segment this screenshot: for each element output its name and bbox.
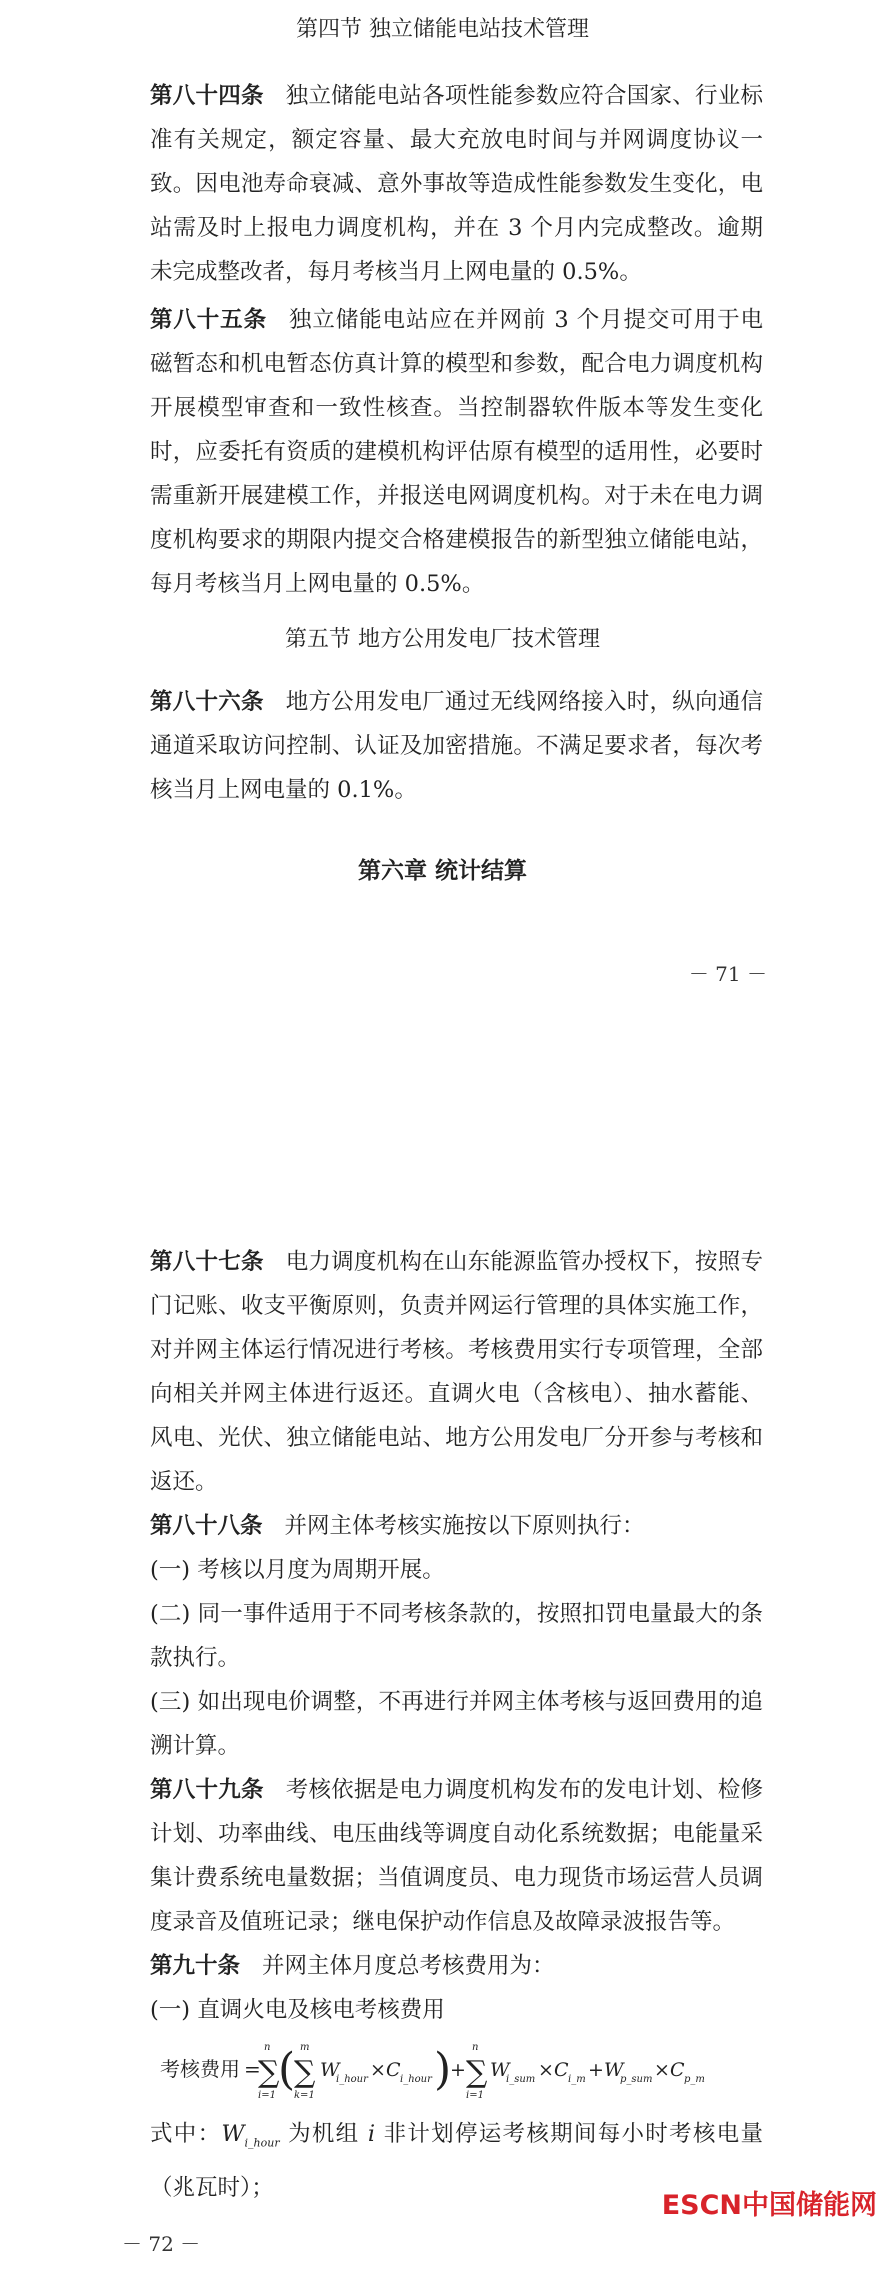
section-5-title: 第五节 地方公用发电厂技术管理 bbox=[285, 627, 600, 652]
article-84 bbox=[0, 74, 885, 294]
svg-text:C: C bbox=[386, 2059, 401, 2081]
svg-text:p_m: p_m bbox=[684, 2074, 705, 2085]
article-88-text: 并网主体考核实施按以下原则执行： bbox=[284, 1513, 645, 1539]
svg-text:∑: ∑ bbox=[466, 2055, 488, 2090]
page-number-72: － 72 － bbox=[122, 2232, 201, 2256]
article-85 bbox=[0, 298, 885, 606]
svg-text:W: W bbox=[490, 2059, 510, 2081]
svg-text:p_sum: p_sum bbox=[620, 2074, 653, 2085]
article-85-text: 独立储能电站应在并网前 3 个月提交可用于电磁暂态和机电暂态仿真计算的模型和参数，配合电力调度机构开展模型审查和一致性核查。当控制器软件版本等发生变化时，应委托有资质的建模机构评估原有模型的适用性，必要时需重新开展建模工作，并报送电网调度机构。对于未在电力调度机构要求的期限内提交合格建模报告的新型独立储能电站，每月考核当月上网电量的 0.5%。 bbox=[150, 307, 763, 597]
article-86 bbox=[0, 680, 885, 812]
formula-svg bbox=[160, 2032, 720, 2106]
watermark-cn: 中国储能网 bbox=[742, 2190, 877, 2221]
where-suffix: 为机组 bbox=[288, 2121, 360, 2147]
formula-label: 考核费用 bbox=[160, 2057, 240, 2081]
article-88 bbox=[0, 1504, 885, 1548]
article-86-lead: 第八十六条 bbox=[150, 689, 264, 715]
svg-text:m: m bbox=[300, 2042, 310, 2053]
article-90-lead: 第九十条 bbox=[150, 1953, 241, 1979]
svg-text:i=1: i=1 bbox=[466, 2090, 484, 2101]
article-90 bbox=[0, 1944, 885, 1988]
page-71 bbox=[0, 0, 885, 1030]
article-87 bbox=[0, 1240, 885, 1504]
article-85-lead: 第八十五条 bbox=[150, 307, 267, 333]
svg-text:×: × bbox=[654, 2059, 670, 2081]
svg-text:i_hour: i_hour bbox=[336, 2074, 368, 2085]
escn-watermark-logo bbox=[662, 2183, 877, 2222]
svg-text:n: n bbox=[472, 2042, 479, 2053]
svg-text:W: W bbox=[320, 2059, 340, 2081]
svg-text:): ) bbox=[434, 2044, 452, 2095]
svg-text:i=1: i=1 bbox=[258, 2090, 276, 2101]
where-prefix: 式中： bbox=[150, 2121, 222, 2147]
svg-text:k=1: k=1 bbox=[294, 2090, 315, 2101]
watermark-latin: ESCN bbox=[661, 2190, 742, 2221]
svg-text:W: W bbox=[604, 2059, 624, 2081]
svg-text:×: × bbox=[538, 2059, 554, 2081]
article-89 bbox=[0, 1768, 885, 1944]
article-90-text: 并网主体月度总考核费用为： bbox=[262, 1953, 555, 1979]
article-89-text: 考核依据是电力调度机构发布的发电计划、检修计划、功率曲线、电压曲线等调度自动化系统数据；电能量采集计费系统电量数据；当值调度员、电力现货市场运营人员调度录音及值班记录；继电保护动作信息及故障录波报告等。 bbox=[150, 1777, 763, 1935]
article-88-item-2: (二) 同一事件适用于不同考核条款的，按照扣罚电量最大的条款执行。 bbox=[150, 1601, 763, 1671]
svg-text:+: + bbox=[450, 2059, 466, 2081]
article-87-text: 电力调度机构在山东能源监管办授权下，按照专门记账、收支平衡原则，负责并网运行管理的具体实施工作，对并网主体运行情况进行考核。考核费用实行专项管理，全部向相关并网主体进行返还。直调火电（含核电）、抽水蓄能、风电、光伏、独立储能电站、地方公用发电厂分开参与考核和返还。 bbox=[150, 1249, 763, 1495]
article-88-lead: 第八十八条 bbox=[150, 1513, 263, 1539]
where-rest: 非计划停运考核期间每小时考核电量（兆瓦时）； bbox=[150, 2121, 763, 2201]
formula-assessment-fee bbox=[0, 2032, 885, 2106]
page-72 bbox=[0, 1240, 885, 2274]
article-84-text: 独立储能电站各项性能参数应符合国家、行业标准有关规定，额定容量、最大充放电时间与并网调度协议一致。因电池寿命衰减、意外事故等造成性能参数发生变化，电站需及时上报电力调度机构，并在 3 个月内完成整改。逾期未完成整改者，每月考核当月上网电量的 0.5%。 bbox=[150, 83, 763, 285]
article-87-lead: 第八十七条 bbox=[150, 1249, 264, 1275]
page-number-71: － 71 － bbox=[688, 962, 767, 986]
svg-text:i_hour: i_hour bbox=[400, 2074, 432, 2085]
svg-text:=: = bbox=[244, 2057, 261, 2081]
article-86-text: 地方公用发电厂通过无线网络接入时，纵向通信通道采取访问控制、认证及加密措施。不满足要求者，每次考核当月上网电量的 0.1%。 bbox=[150, 689, 763, 803]
where-var: i bbox=[367, 2121, 376, 2147]
svg-text:C: C bbox=[670, 2059, 685, 2081]
article-88-item-1: (一) 考核以月度为周期开展。 bbox=[150, 1557, 445, 1583]
svg-text:×: × bbox=[370, 2059, 386, 2081]
svg-text:∑: ∑ bbox=[294, 2055, 316, 2090]
chapter-6-title: 第六章 统计结算 bbox=[357, 857, 527, 884]
article-88-item-3: (三) 如出现电价调整，不再进行并网主体考核与返回费用的追溯计算。 bbox=[150, 1689, 763, 1759]
svg-text:C: C bbox=[554, 2059, 569, 2081]
svg-text:+: + bbox=[588, 2059, 604, 2081]
svg-text:(: ( bbox=[278, 2044, 296, 2095]
article-89-lead: 第八十九条 bbox=[150, 1777, 264, 1803]
article-84-lead: 第八十四条 bbox=[150, 83, 264, 109]
svg-text:∑: ∑ bbox=[258, 2055, 280, 2090]
section-4-title: 第四节 独立储能电站技术管理 bbox=[296, 17, 589, 42]
formula-where: 式中：$W_{i\_hour}$ 为机组 i 非计划停运考核期间每小时考核电量（兆瓦时）； bbox=[150, 2121, 763, 2201]
svg-text:i_m: i_m bbox=[568, 2074, 586, 2085]
article-90-item-1: (一) 直调火电及核电考核费用 bbox=[150, 1997, 445, 2023]
svg-text:i_sum: i_sum bbox=[506, 2074, 536, 2085]
svg-text:n: n bbox=[264, 2042, 271, 2053]
